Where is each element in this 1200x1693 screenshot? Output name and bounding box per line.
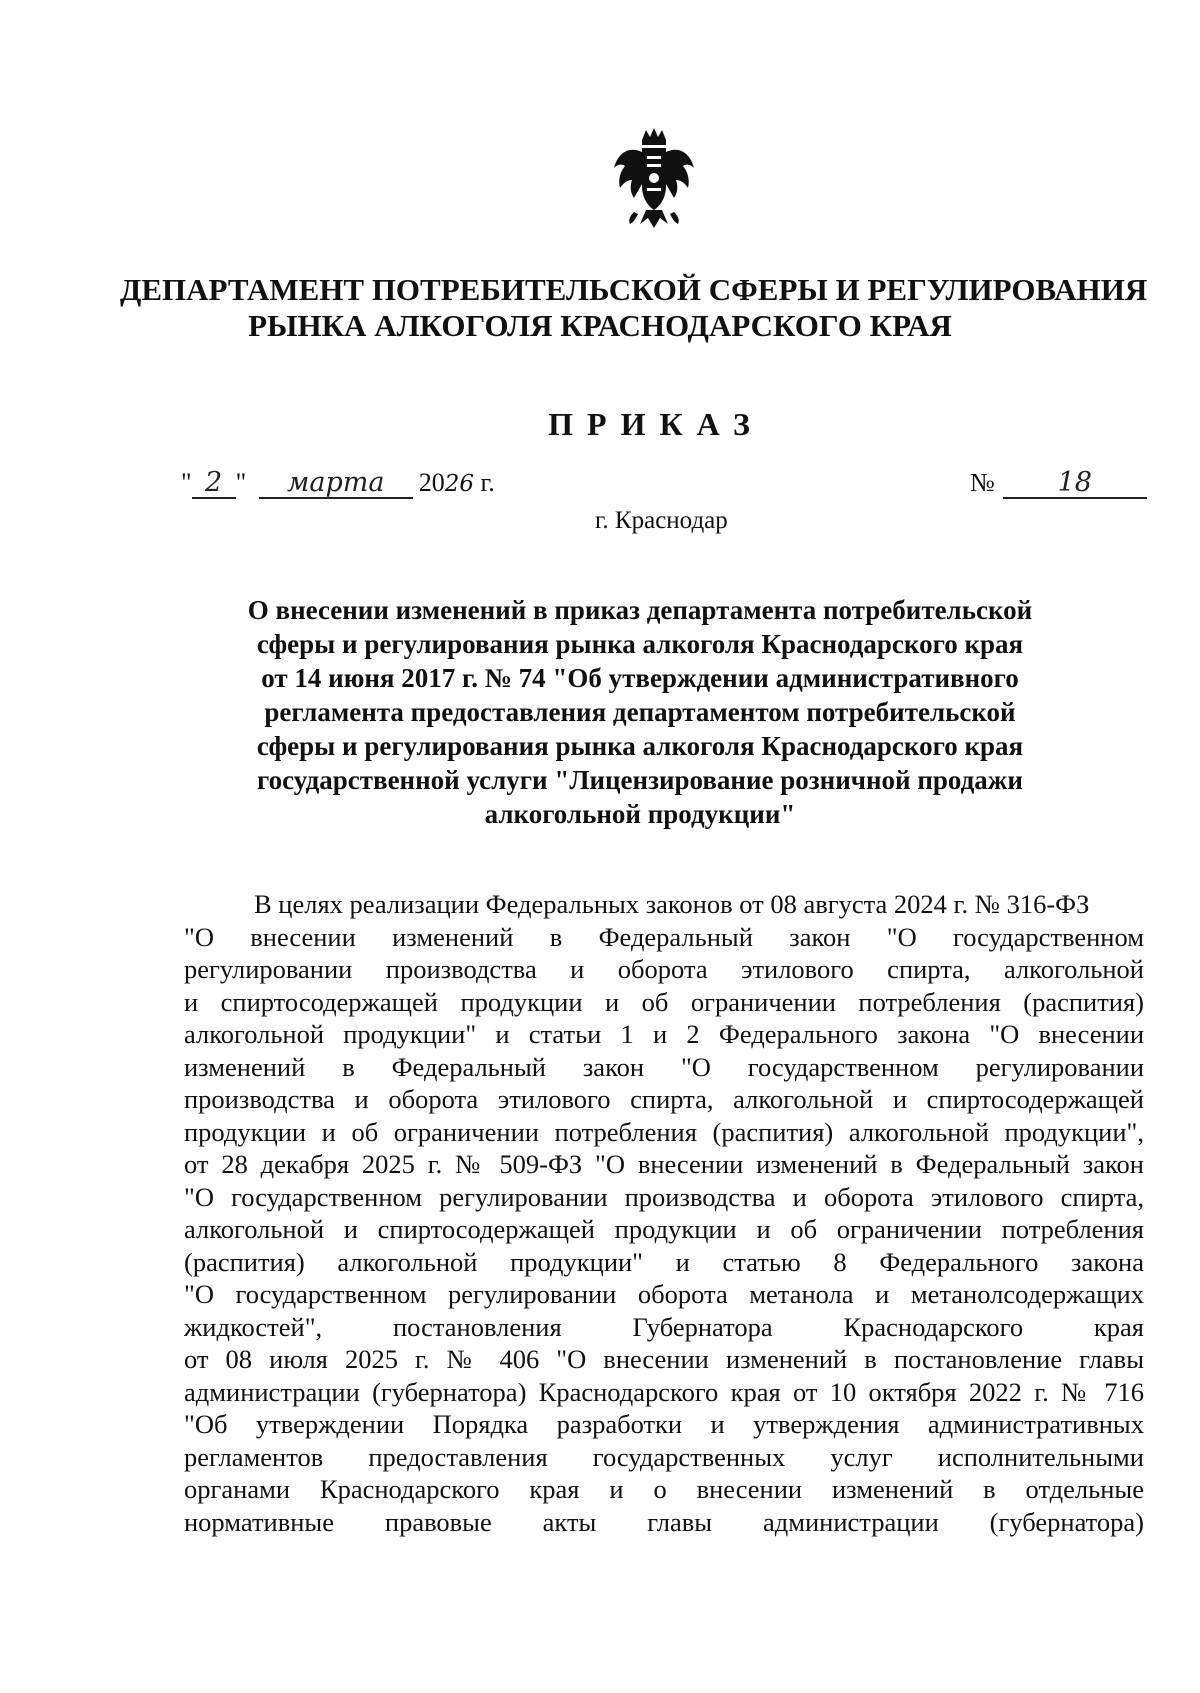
order-number [970,468,1147,499]
subject-line: сферы и регулирования рынка алкоголя Краснодарского края [256,629,1024,659]
body-line: нормативные правовые акты главы администрации (губернатора) [184,1506,1144,1537]
body-line: "О государственном регулировании производства и оборота этилового спирта, [184,1181,1144,1212]
department-name-line-2: РЫНКА АЛКОГОЛЯ КРАСНОДАРСКОГО КРАЯ [248,308,952,343]
body-line: "Об утверждении Порядка разработки и утверждения административных [184,1409,1144,1439]
date-quote-close: " [235,468,247,497]
subject-line: алкогольной продукции" [484,799,796,829]
body-line: от 28 декабря 2025 г. № 509-ФЗ "О внесении изменений в Федеральный закон [184,1149,1144,1179]
body-line: "О государственном регулировании оборота метанола и метанолсодержащих [184,1279,1144,1309]
date-year-prefix: 20 [418,468,445,497]
department-name-line-1: ДЕПАРТАМЕНТ ПОТРЕБИТЕЛЬСКОЙ СФЕРЫ И РЕГУЛИРОВАНИЯ [120,272,1148,307]
city-name: г. Краснодар [595,507,728,534]
coat-of-arms-icon [612,128,696,232]
order-body-text [184,888,1144,1538]
date-year-suffix: г. [480,468,495,497]
order-date [181,468,495,499]
subject-line: регламента предоставления департаментом потребительской [264,697,1016,727]
body-line: и спиртосодержащей продукции и об ограничении потребления (распития) [184,986,1144,1017]
subject-line: государственной услуги "Лицензирование розничной продажи [257,765,1023,795]
body-line: регулировании производства и оборота этилового спирта, алкогольной [184,954,1144,984]
date-year-handwritten: 26 [444,471,475,497]
body-line: изменений в Федеральный закон "О государственном регулировании [184,1051,1144,1082]
subject-line: сферы и регулирования рынка алкоголя Краснодарского края [256,731,1024,761]
body-line: "О внесении изменений в Федеральный закон "О государственном [184,921,1144,952]
body-line: В целях реализации Федеральных законов от 08 августа 2024 г. № 316-ФЗ [254,889,1090,919]
body-line: от 08 июля 2025 г. № 406 "О внесении изменений в постановление главы [184,1344,1144,1374]
body-line: регламентов предоставления государственных услуг исполнительными [184,1441,1144,1472]
body-line: производства и оборота этилового спирта, алкогольной и спиртосодержащей [184,1084,1144,1114]
body-line: алкогольной продукции" и статьи 1 и 2 Федерального закона "О внесении [184,1019,1144,1049]
date-month-handwritten: марта [259,469,413,499]
body-line: администрации (губернатора) Краснодарского края от 10 октября 2022 г. № 716 [184,1376,1144,1407]
date-quote-open: " [181,468,192,497]
body-line: (распития) алкогольной продукции" и статью 8 Федерального закона [184,1246,1144,1277]
order-number-label: № [970,468,995,497]
body-line: алкогольной и спиртосодержащей продукции и об ограничении потребления [184,1214,1144,1244]
subject-line: от 14 июня 2017 г. № 74 "Об утверждении административного [261,663,1019,693]
body-line: продукции и об ограничении потребления (распития) алкогольной продукции", [184,1116,1144,1147]
document-type-title: ПРИКАЗ [548,406,764,442]
body-line: жидкостей", постановления Губернатора Краснодарского края [184,1311,1144,1342]
date-day-handwritten: 2 [192,469,236,499]
order-number-handwritten: 18 [1003,469,1147,499]
subject-line: О внесении изменений в приказ департамента потребительской [247,595,1033,625]
body-line: органами Краснодарского края и о внесении изменений в отдельные [184,1474,1144,1504]
department-name [120,272,1148,344]
order-subject [140,593,1140,831]
